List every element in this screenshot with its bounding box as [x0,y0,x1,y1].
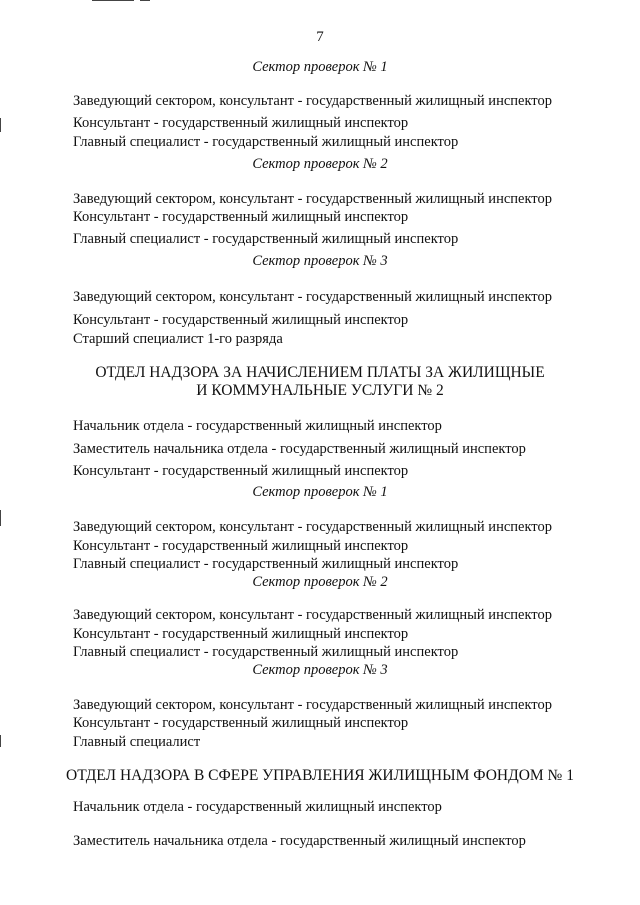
position-line: Консультант - государственный жилищный инспектор [73,538,409,554]
sector-title: Сектор проверок № 3 [252,662,388,678]
position-line: Старший специалист 1-го разряда [73,331,283,347]
position-line: Заведующий сектором, консультант - государственный жилищный инспектор [73,191,552,207]
position-line: Консультант - государственный жилищный инспектор [73,626,409,642]
position-line: Главный специалист - государственный жилищный инспектор [73,231,459,247]
scan-edge-mark [0,735,1,747]
sector-title: Сектор проверок № 1 [252,484,388,500]
position-line: Главный специалист - государственный жилищный инспектор [73,134,459,150]
position-line: Консультант - государственный жилищный инспектор [73,115,409,131]
position-line: Заведующий сектором, консультант - государственный жилищный инспектор [73,607,552,623]
sector-title: Сектор проверок № 2 [252,156,388,172]
department-heading: ОТДЕЛ НАДЗОРА В СФЕРЕ УПРАВЛЕНИЯ ЖИЛИЩНЫМ ФОНДОМ № 1 [66,767,574,784]
position-line: Консультант - государственный жилищный инспектор [73,715,409,731]
position-line: Начальник отдела - государственный жилищный инспектор [73,799,442,815]
position-line: Консультант - государственный жилищный инспектор [73,463,409,479]
position-line: Заведующий сектором, консультант - государственный жилищный инспектор [73,289,552,305]
scan-edge-mark [0,510,1,526]
position-line: Консультант - государственный жилищный инспектор [73,312,409,328]
position-line: Главный специалист - государственный жилищный инспектор [73,644,459,660]
department-heading: И КОММУНАЛЬНЫЕ УСЛУГИ № 2 [196,382,444,399]
position-line: Заместитель начальника отдела - государственный жилищный инспектор [73,441,526,457]
sector-title: Сектор проверок № 2 [252,574,388,590]
position-line: Главный специалист - государственный жилищный инспектор [73,556,459,572]
position-line: Консультант - государственный жилищный инспектор [73,209,409,225]
department-heading: ОТДЕЛ НАДЗОРА ЗА НАЧИСЛЕНИЕМ ПЛАТЫ ЗА ЖИЛИЩНЫЕ [95,364,545,381]
sector-title: Сектор проверок № 3 [252,253,388,269]
page-number: 7 [316,29,324,45]
sector-title: Сектор проверок № 1 [252,59,388,75]
scan-edge-mark [92,0,134,1]
scan-edge-mark [0,118,1,132]
position-line: Заведующий сектором, консультант - государственный жилищный инспектор [73,697,552,713]
position-line: Заместитель начальника отдела - государственный жилищный инспектор [73,833,526,849]
position-line: Заведующий сектором, консультант - государственный жилищный инспектор [73,519,552,535]
position-line: Главный специалист [73,734,201,750]
scan-edge-mark [140,0,150,1]
position-line: Начальник отдела - государственный жилищный инспектор [73,418,442,434]
position-line: Заведующий сектором, консультант - государственный жилищный инспектор [73,93,552,109]
